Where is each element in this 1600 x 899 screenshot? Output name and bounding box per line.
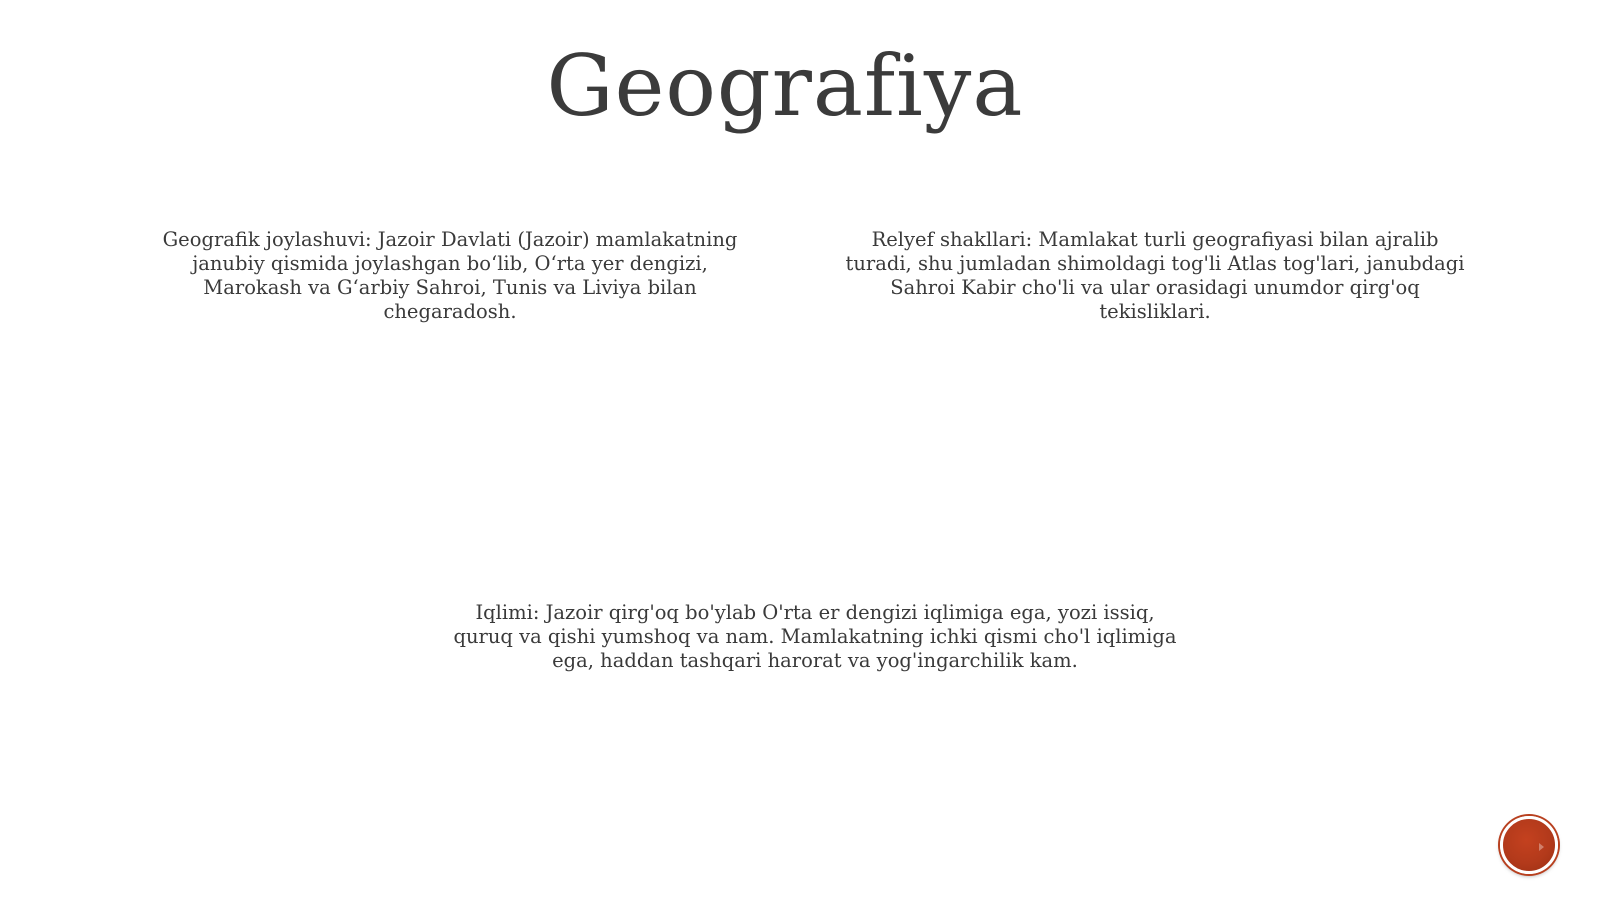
next-slide-button[interactable] (1500, 816, 1558, 874)
geography-location-text: Geografik joylashuvi: Jazoir Davlati (Jazoir) mamlakatning janubiy qismida joylashgan bo‘lib, O‘rta yer dengizi, Marokash va G‘arbiy Sahroi, Tunis va Liviya bilan chegaradosh. (162, 228, 738, 323)
relief-forms-text: Relyef shakllari: Mamlakat turli geografiyasi bilan ajralib turadi, shu jumladan shimoldagi tog'li Atlas tog'lari, janubdagi Sahroi Kabir cho'li va ular orasidagi unumdor qirg'oq tekisliklari. (845, 228, 1465, 323)
next-arrow-icon (1539, 843, 1544, 851)
slide-title: Geografiya (546, 37, 1024, 135)
climate-text: Iqlimi: Jazoir qirg'oq bo'ylab O'rta er dengizi iqlimiga ega, yozi issiq, quruq va qishi yumshoq va nam. Mamlakatning ichki qismi cho'l iqlimiga ega, haddan tashqari harorat va yog'ingarchilik kam. (453, 601, 1177, 672)
